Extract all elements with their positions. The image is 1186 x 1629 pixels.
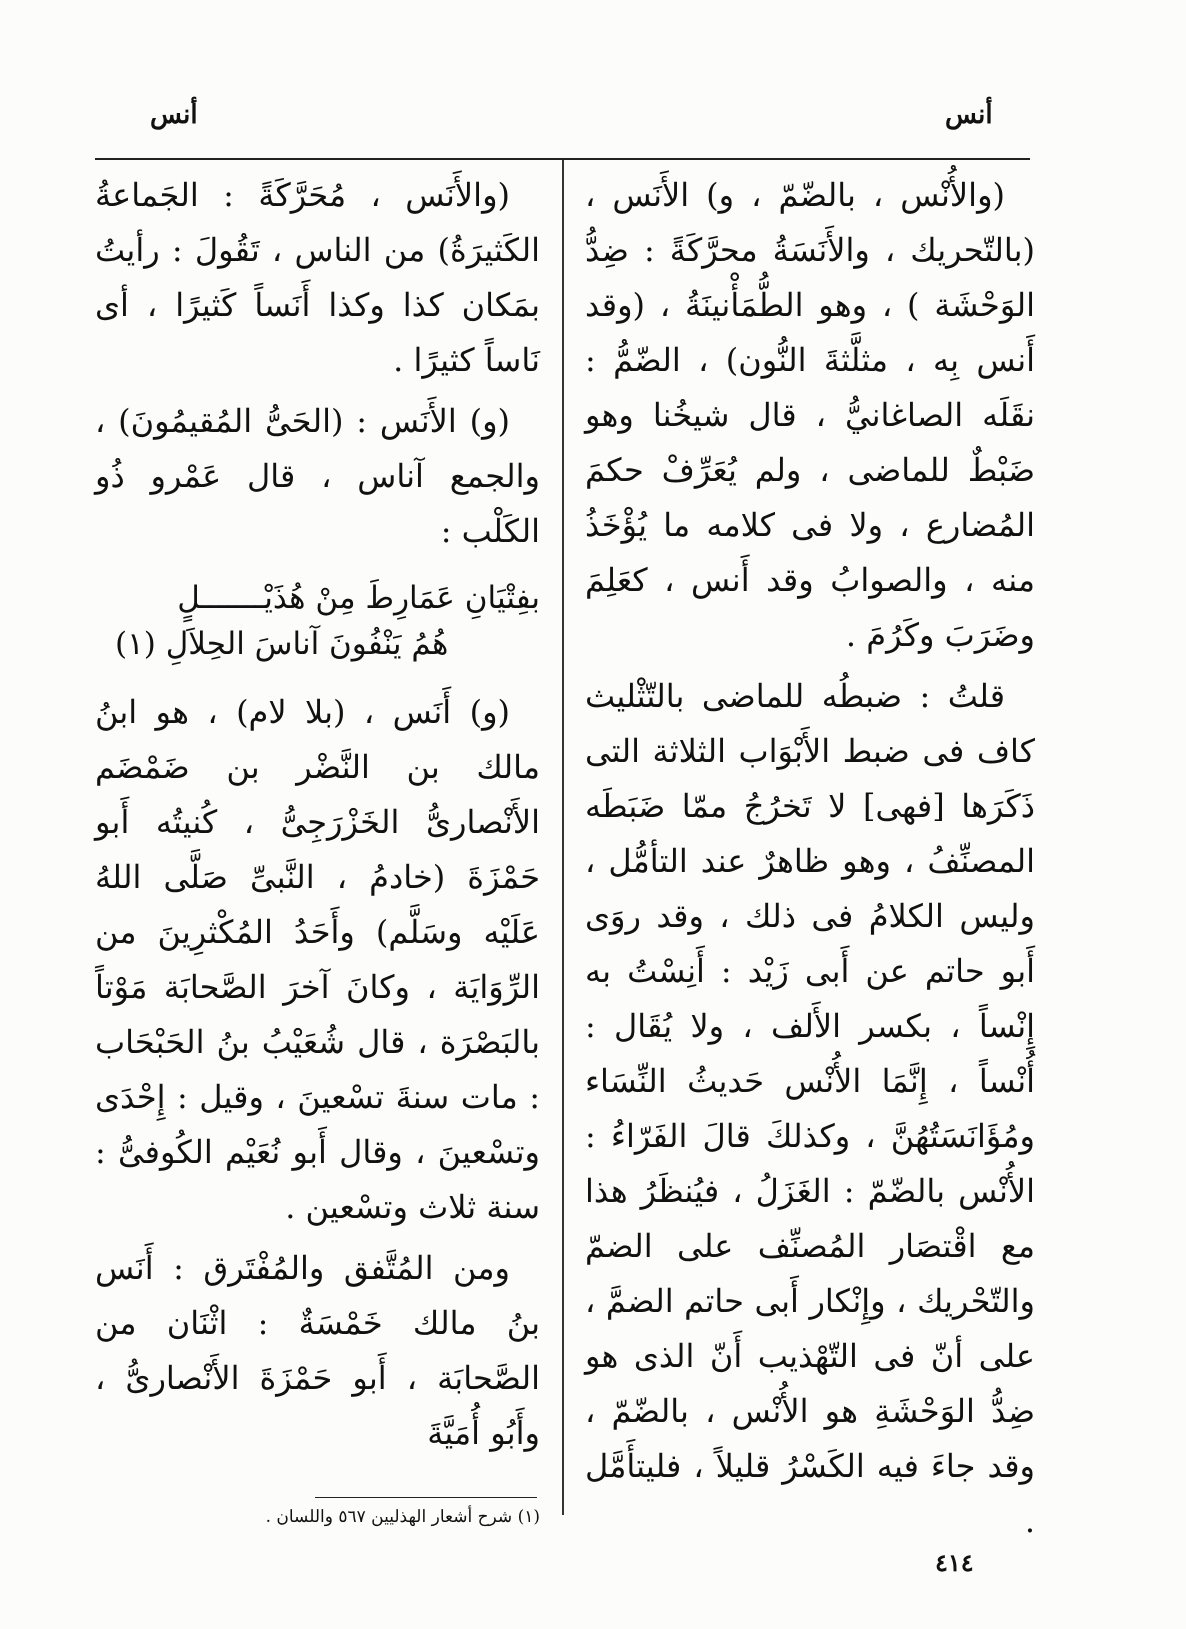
left-paragraph-2: (و) الأَنَس : (الحَىُّ المُقيمُونَ) ، والجمع آناس ، قال عَمْرو ذُو الكَلْب : (95, 402, 540, 550)
verse-line-2: هُمُ يَنْفُونَ آناسَ الحِلاَلِ (١) (115, 626, 449, 662)
left-paragraph-1: (والأَنَس ، مُحَرَّكَةً : الجَماعةُ الكَثيرَةُ) من الناس ، تَقُولَ : رأيتُ بمَكان كذا وكذا أَنَساً كَثيرًا ، أى نَاساً كثيرًا . (95, 176, 540, 379)
column-divider (562, 160, 564, 1515)
left-paragraph-3: (و) أَنَس ، (بلا لام) ، هو ابنُ مالك بن النَّضْر بن ضَمْضَم الأَنْصارىُّ الخَزْرَجِىُّ ، كُنيتُه أَبو حَمْزَةَ (خادمُ ، النَّبىِّ صَلَّى اللهُ عَلَيْه وسَلَّم) وأَحَدُ المُكْثرِينَ من الرِّوَايَة ، وكانَ آخرَ الصَّحابَة مَوْتاً بالبَصْرَة ، قال شُعَيْبُ بنُ الحَبْحَاب : مات سنةَ تسْعينَ ، وقيل : إِحْدَى وتسْعينَ ، وقال أَبو نُعَيْم الكُوفىُّ : سنة ثلاث وتسْعين . (95, 693, 540, 1226)
page-number: ٤١٤ (935, 1548, 974, 1577)
running-header-right: أنس (945, 100, 993, 130)
poetry-verse (95, 575, 540, 667)
footnote: (١) شرح أشعار الهذليين ٥٦٧ واللسان . (265, 1507, 540, 1527)
left-column (95, 168, 540, 1467)
left-paragraph-4: ومن المُتَّفق والمُفْتَرق : أَنَس بنُ مالك خَمْسَةٌ : اثْنَان من الصَّحابَة ، أَبو حَمْزَةَ الأَنْصارىُّ ، وأَبُو أُمَيَّةَ (95, 1249, 540, 1452)
right-paragraph-1: (والأُنْس ، بالضّمّ ، و) الأَنَس ، (بالتّحريك ، والأَنَسَةُ محرَّكَةً : ضِدُّ الوَحْشَة ) ، وهو الطُّمَأْنينَةُ ، (وقد أَنس بِه ، مثلَّثةَ النُّون) ، الضّمُّ : نقَلَه الصاغانيُّ ، قال شيخُنا وهو ضَبْطٌ للماضى ، ولم يُعَرِّفْ حكمَ المُضارع ، ولا فى كلامه ما يُؤْخَذُ منه ، والصوابُ وقد أَنس ، كعَلِمَ وضَرَبَ وكَرُمَ . (585, 176, 1035, 654)
footnote-rule (315, 1497, 537, 1498)
verse-line-1: بفِتْيَانِ عَمَارِطَ مِنْ هُذَيْـــــــلٍ (177, 580, 540, 616)
right-paragraph-2: قلتُ : ضبطُه للماضى بالتّثْليث كاف فى ضبط الأَبْوَاب الثلاثة التى ذَكَرَها [فهى] لا تَخرُجُ ممّا ضَبَطَه المصنِّفُ ، وهو ظاهرٌ عند التأمُّل ، وليس الكلامُ فى ذلك ، وقد روَى أَبو حاتم عن أَبى زَيْد : أَنِسْتُ به إِنْساً ، بكسر الأَلف ، ولا يُقَال : أُنْساً ، إِنَّمَا الأُنْس حَديثُ النِّسَاء ومُؤَانَسَتُهُنَّ ، وكذلكَ قالَ الفَرّاءُ : الأُنْس بالضّمّ : الغَزَلُ ، فيُنظَرُ هذا مع اقْتصَار المُصنِّف على الضمّ والتّحْريك ، وإِنْكار أَبى حاتم الضمَّ ، على أنّ فى التّهْذيب أَنّ الذى هو ضِدُّ الوَحْشَةِ هو الأُنْس ، بالضّمّ ، وقد جاءَ فيه الكَسْرُ قليلاً ، فليتأَمَّل . (585, 677, 1035, 1540)
right-column (585, 168, 1035, 1555)
running-header-left: أنس (150, 100, 198, 130)
